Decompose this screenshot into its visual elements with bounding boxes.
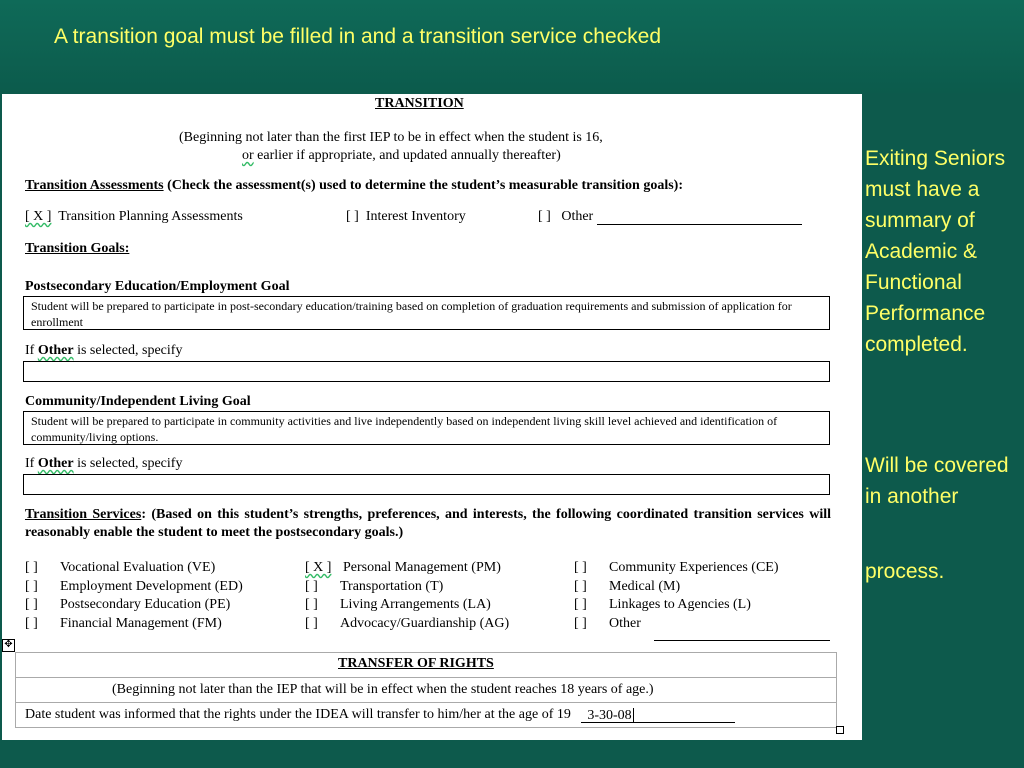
assessments-desc: (Check the assessment(s) used to determine the student’s measurable transition goals): bbox=[163, 178, 683, 193]
post-goal-label: Postsecondary Education/Employment Goal bbox=[25, 279, 290, 294]
goals-heading: Transition Goals: bbox=[25, 241, 130, 256]
specify-text: is selected, specify bbox=[73, 343, 183, 358]
services-other-blank[interactable] bbox=[654, 626, 830, 641]
service-label: Living Arrangements (LA) bbox=[340, 597, 491, 612]
side-note-3: process. bbox=[865, 560, 945, 583]
rights-heading: TRANSFER OF RIGHTS bbox=[338, 656, 494, 671]
slide-title: A transition goal must be filled in and a transition service checked bbox=[54, 25, 662, 48]
service-option[interactable] bbox=[574, 559, 779, 578]
rights-sub-row bbox=[16, 678, 836, 703]
service-label: Employment Development (ED) bbox=[60, 578, 243, 594]
service-option[interactable] bbox=[305, 578, 509, 597]
comm-goal-field[interactable]: Student will be prepared to participate in community activities and live independently based on independent living skill level achieved and identification of community/living options. bbox=[23, 411, 830, 445]
doc-heading: TRANSITION bbox=[375, 96, 464, 111]
checkbox[interactable]: [ ] bbox=[574, 615, 587, 631]
services-label: Transition Services bbox=[25, 507, 142, 522]
table-resize-handle[interactable] bbox=[836, 726, 844, 734]
if-other-1 bbox=[25, 343, 182, 359]
service-label: Financial Management (FM) bbox=[60, 615, 222, 631]
service-label: Other bbox=[609, 615, 641, 631]
services-other-blank-wrap bbox=[654, 625, 830, 641]
service-label: Transportation (T) bbox=[340, 578, 444, 594]
service-option[interactable] bbox=[305, 615, 509, 634]
checkbox[interactable]: [ ] bbox=[25, 578, 38, 594]
services-column-1 bbox=[25, 559, 243, 633]
document-page bbox=[2, 94, 862, 740]
service-label: Postsecondary Education (PE) bbox=[60, 597, 231, 612]
services-column-3 bbox=[574, 559, 779, 633]
rights-date-field[interactable] bbox=[581, 708, 735, 723]
checkbox[interactable]: [ ] bbox=[574, 560, 587, 575]
service-label: Vocational Evaluation (VE) bbox=[60, 560, 216, 575]
side-note-1: Exiting Seniors must have a summary of Academic & Functional Performance completed. bbox=[865, 147, 1006, 356]
assessments-label: Transition Assessments bbox=[25, 178, 164, 193]
service-option[interactable] bbox=[574, 596, 779, 615]
doc-subheading-line1: (Beginning not later than the first IEP to be in effect when the student is 16, bbox=[179, 130, 603, 145]
rights-date-label: Date student was informed that the rights under the IDEA will transfer to him/her at the age of 19 bbox=[25, 707, 571, 722]
assessment-option-3[interactable] bbox=[538, 209, 802, 225]
comm-goal-label: Community/Independent Living Goal bbox=[25, 394, 251, 409]
service-option[interactable] bbox=[305, 559, 509, 578]
checkbox-checked[interactable]: [ X ] bbox=[305, 560, 332, 575]
text-cursor bbox=[633, 708, 634, 723]
services-heading bbox=[25, 506, 831, 542]
doc-subheading-line2 bbox=[242, 148, 561, 164]
option-label: Other bbox=[561, 209, 594, 224]
checkbox[interactable]: [ ] bbox=[574, 597, 587, 612]
service-option[interactable] bbox=[574, 578, 779, 597]
checkbox[interactable]: [ ] bbox=[538, 209, 551, 224]
table-move-handle-icon[interactable]: ✥ bbox=[2, 639, 15, 652]
if-text: If bbox=[25, 456, 38, 471]
rights-date-line bbox=[25, 707, 735, 723]
checkbox[interactable]: [ ] bbox=[305, 597, 318, 612]
service-option[interactable] bbox=[305, 596, 509, 615]
services-column-2 bbox=[305, 559, 509, 633]
assessments-heading bbox=[25, 178, 683, 194]
service-option[interactable] bbox=[25, 615, 243, 634]
assessment-option-2[interactable] bbox=[346, 209, 466, 225]
option-label: Interest Inventory bbox=[365, 209, 466, 224]
other-blank[interactable] bbox=[597, 210, 802, 225]
assessment-option-1[interactable] bbox=[25, 209, 243, 225]
or-word: or bbox=[242, 148, 254, 163]
service-label: Medical (M) bbox=[609, 578, 681, 594]
other-word: Other bbox=[37, 456, 74, 471]
service-label: Linkages to Agencies (L) bbox=[609, 597, 751, 612]
option-label: Transition Planning Assessments bbox=[58, 209, 243, 224]
checkbox[interactable]: [ ] bbox=[305, 578, 318, 594]
other-word: Other bbox=[37, 343, 74, 358]
rights-subheading: (Beginning not later than the IEP that will be in effect when the student reaches 18 years of age.) bbox=[112, 682, 654, 697]
service-option[interactable] bbox=[25, 559, 243, 578]
rights-date-value: 3-30-08 bbox=[587, 708, 632, 723]
other-specify-field-2[interactable] bbox=[23, 474, 830, 495]
service-option[interactable] bbox=[25, 596, 243, 615]
service-option[interactable] bbox=[25, 578, 243, 597]
or-rest: earlier if appropriate, and updated annually thereafter) bbox=[253, 148, 561, 163]
checkbox[interactable]: [ ] bbox=[25, 560, 38, 575]
checkbox[interactable]: [ ] bbox=[25, 597, 38, 612]
service-label: Advocacy/Guardianship (AG) bbox=[340, 615, 510, 631]
checkbox[interactable]: [ ] bbox=[305, 615, 318, 631]
rights-date-row bbox=[16, 703, 836, 727]
transfer-of-rights-table bbox=[15, 652, 837, 728]
checkbox[interactable]: [ ] bbox=[25, 615, 38, 631]
if-other-2 bbox=[25, 456, 182, 472]
services-desc: : (Based on this student’s strengths, preferences, and interests, the following coordinated transition services will reasonably enable the student to meet the postsecondary goals.) bbox=[25, 507, 831, 540]
service-label: Personal Management (PM) bbox=[343, 560, 501, 575]
checkbox-checked[interactable]: [ X ] bbox=[25, 209, 52, 224]
specify-text: is selected, specify bbox=[73, 456, 183, 471]
other-specify-field-1[interactable] bbox=[23, 361, 830, 382]
side-note-2: Will be covered in another bbox=[865, 454, 1009, 508]
post-goal-field[interactable]: Student will be prepared to participate in post-secondary education/training based on completion of graduation requirements and submission of application for enrollment bbox=[23, 296, 830, 330]
checkbox[interactable]: [ ] bbox=[574, 578, 587, 594]
checkbox[interactable]: [ ] bbox=[346, 209, 359, 224]
if-text: If bbox=[25, 343, 38, 358]
rights-heading-row bbox=[16, 653, 836, 678]
service-label: Community Experiences (CE) bbox=[609, 560, 779, 575]
